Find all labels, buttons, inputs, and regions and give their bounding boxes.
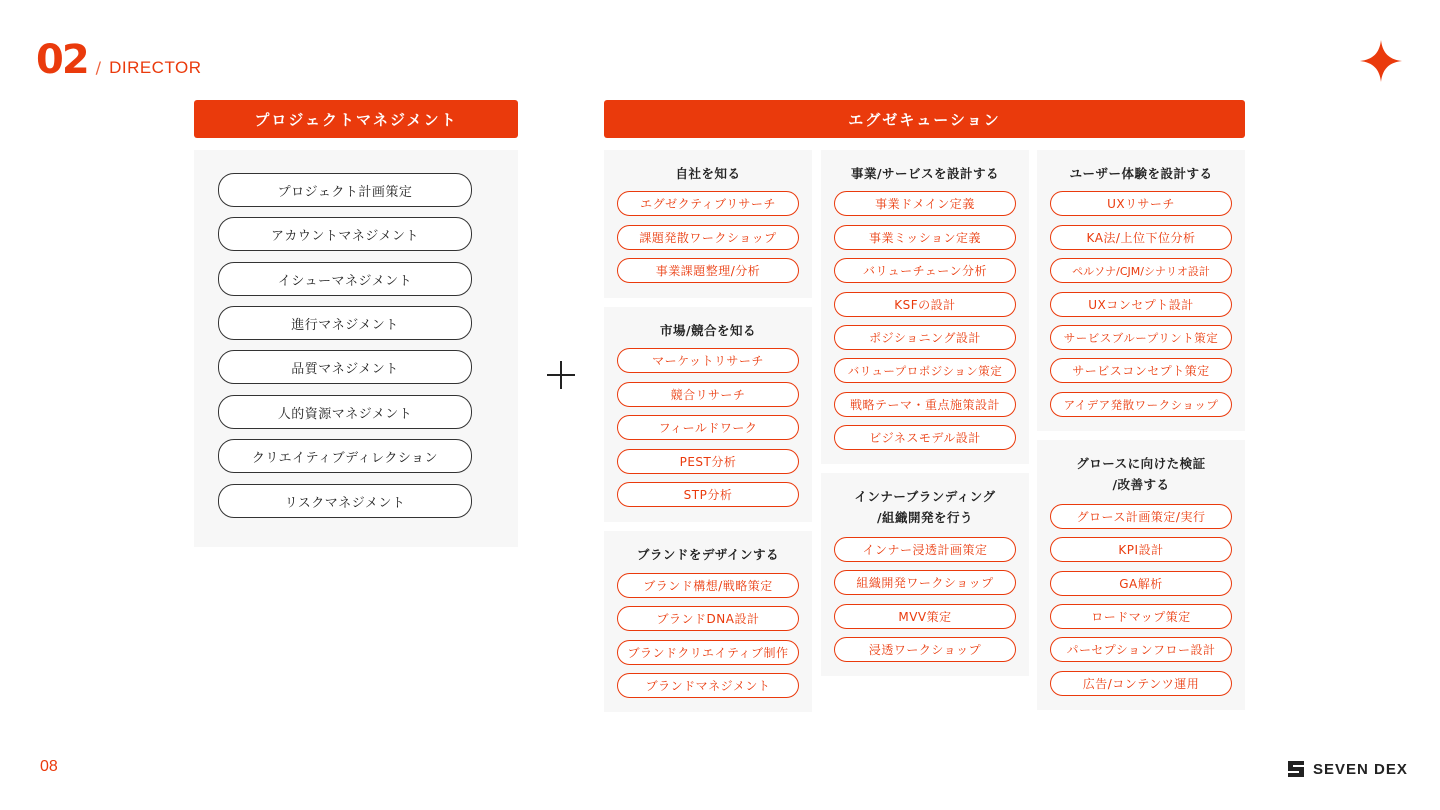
execution-item: 広告/コンテンツ運用 <box>1050 671 1232 696</box>
execution-item: PEST分析 <box>617 449 799 474</box>
brand <box>1287 760 1408 778</box>
execution-item: サービスブループリント策定 <box>1050 325 1232 350</box>
execution-item: ブランドクリエイティブ制作 <box>617 640 799 665</box>
group-title: /改善する <box>1112 477 1170 492</box>
execution-item: 浸透ワークショップ <box>834 637 1016 662</box>
section-title: DIRECTOR <box>109 58 202 77</box>
execution-item: ペルソナ/CJM/シナリオ設計 <box>1050 258 1232 283</box>
pm-item: クリエイティブディレクション <box>218 439 472 473</box>
execution-item: KPI設計 <box>1050 537 1232 562</box>
execution-item: MVV策定 <box>834 604 1016 629</box>
project-management-banner <box>194 100 518 138</box>
pm-item: イシューマネジメント <box>218 262 472 296</box>
pm-item: 進行マネジメント <box>218 306 472 340</box>
group-panel <box>821 473 1029 676</box>
execution-item: インナー浸透計画策定 <box>834 537 1016 562</box>
group-title: グロースに向けた検証 <box>1076 456 1206 471</box>
execution-item: 課題発散ワークショップ <box>617 225 799 250</box>
four-point-star-icon <box>1360 40 1402 82</box>
group-panel <box>1037 150 1245 431</box>
group-title: ブランドをデザインする <box>636 547 780 562</box>
execution-item: 戦略テーマ・重点施策設計 <box>834 392 1016 417</box>
execution-item: ブランドDNA設計 <box>617 606 799 631</box>
project-management-panel <box>194 150 518 547</box>
pm-item: アカウントマネジメント <box>218 217 472 251</box>
execution-item: ロードマップ策定 <box>1050 604 1232 629</box>
pm-item: 人的資源マネジメント <box>218 395 472 429</box>
group-title: インナーブランディング <box>854 489 996 504</box>
execution-item: KA法/上位下位分析 <box>1050 225 1232 250</box>
execution-item: パーセプションフロー設計 <box>1050 637 1232 662</box>
execution-item: 組織開発ワークショップ <box>834 570 1016 595</box>
execution-item: フィールドワーク <box>617 415 799 440</box>
execution-item: 事業ドメイン定義 <box>834 191 1016 216</box>
execution-item: 競合リサーチ <box>617 382 799 407</box>
group-title: /組織開発を行う <box>876 510 974 525</box>
group-panel <box>1037 440 1245 710</box>
execution-item: エグゼクティブリサーチ <box>617 191 799 216</box>
brand-name: SEVEN DEX <box>1313 760 1408 778</box>
execution-item: サービスコンセプト策定 <box>1050 358 1232 383</box>
page-header <box>36 37 202 83</box>
group-title: ユーザー体験を設計する <box>1069 166 1213 181</box>
pm-item: リスクマネジメント <box>218 484 472 518</box>
execution-item: マーケットリサーチ <box>617 348 799 373</box>
execution-item: UXリサーチ <box>1050 191 1232 216</box>
execution-item: バリューチェーン分析 <box>834 258 1016 283</box>
execution-item: ブランド構想/戦略策定 <box>617 573 799 598</box>
execution-item: 事業課題整理/分析 <box>617 258 799 283</box>
execution-title: エグゼキューション <box>848 110 1001 129</box>
footer-page-number: 08 <box>40 758 58 775</box>
execution-item: 事業ミッション定義 <box>834 225 1016 250</box>
group-title: 市場/競合を知る <box>659 323 757 338</box>
execution-banner <box>604 100 1245 138</box>
pm-item: 品質マネジメント <box>218 350 472 384</box>
page-number: 02 <box>36 37 88 83</box>
group-panel <box>604 150 812 298</box>
group-panel <box>604 531 812 712</box>
group-title: 自社を知る <box>675 166 741 181</box>
project-management-title: プロジェクトマネジメント <box>254 110 458 129</box>
group-panel <box>821 150 1029 464</box>
header-separator: / <box>95 58 102 77</box>
execution-item: STP分析 <box>617 482 799 507</box>
seven-dex-logo-icon <box>1287 760 1305 778</box>
execution-item: UXコンセプト設計 <box>1050 292 1232 317</box>
execution-item: ビジネスモデル設計 <box>834 425 1016 450</box>
execution-item: GA解析 <box>1050 571 1232 596</box>
group-panel <box>604 307 812 522</box>
execution-item: ブランドマネジメント <box>617 673 799 698</box>
execution-item: バリュープロポジション策定 <box>834 358 1016 383</box>
execution-item: アイデア発散ワークショップ <box>1050 392 1232 417</box>
execution-item: グロース計画策定/実行 <box>1050 504 1232 529</box>
execution-item: ポジショニング設計 <box>834 325 1016 350</box>
execution-item: KSFの設計 <box>834 292 1016 317</box>
plus-icon <box>544 358 578 392</box>
group-title: 事業/サービスを設計する <box>850 166 1000 181</box>
pm-item: プロジェクト計画策定 <box>218 173 472 207</box>
